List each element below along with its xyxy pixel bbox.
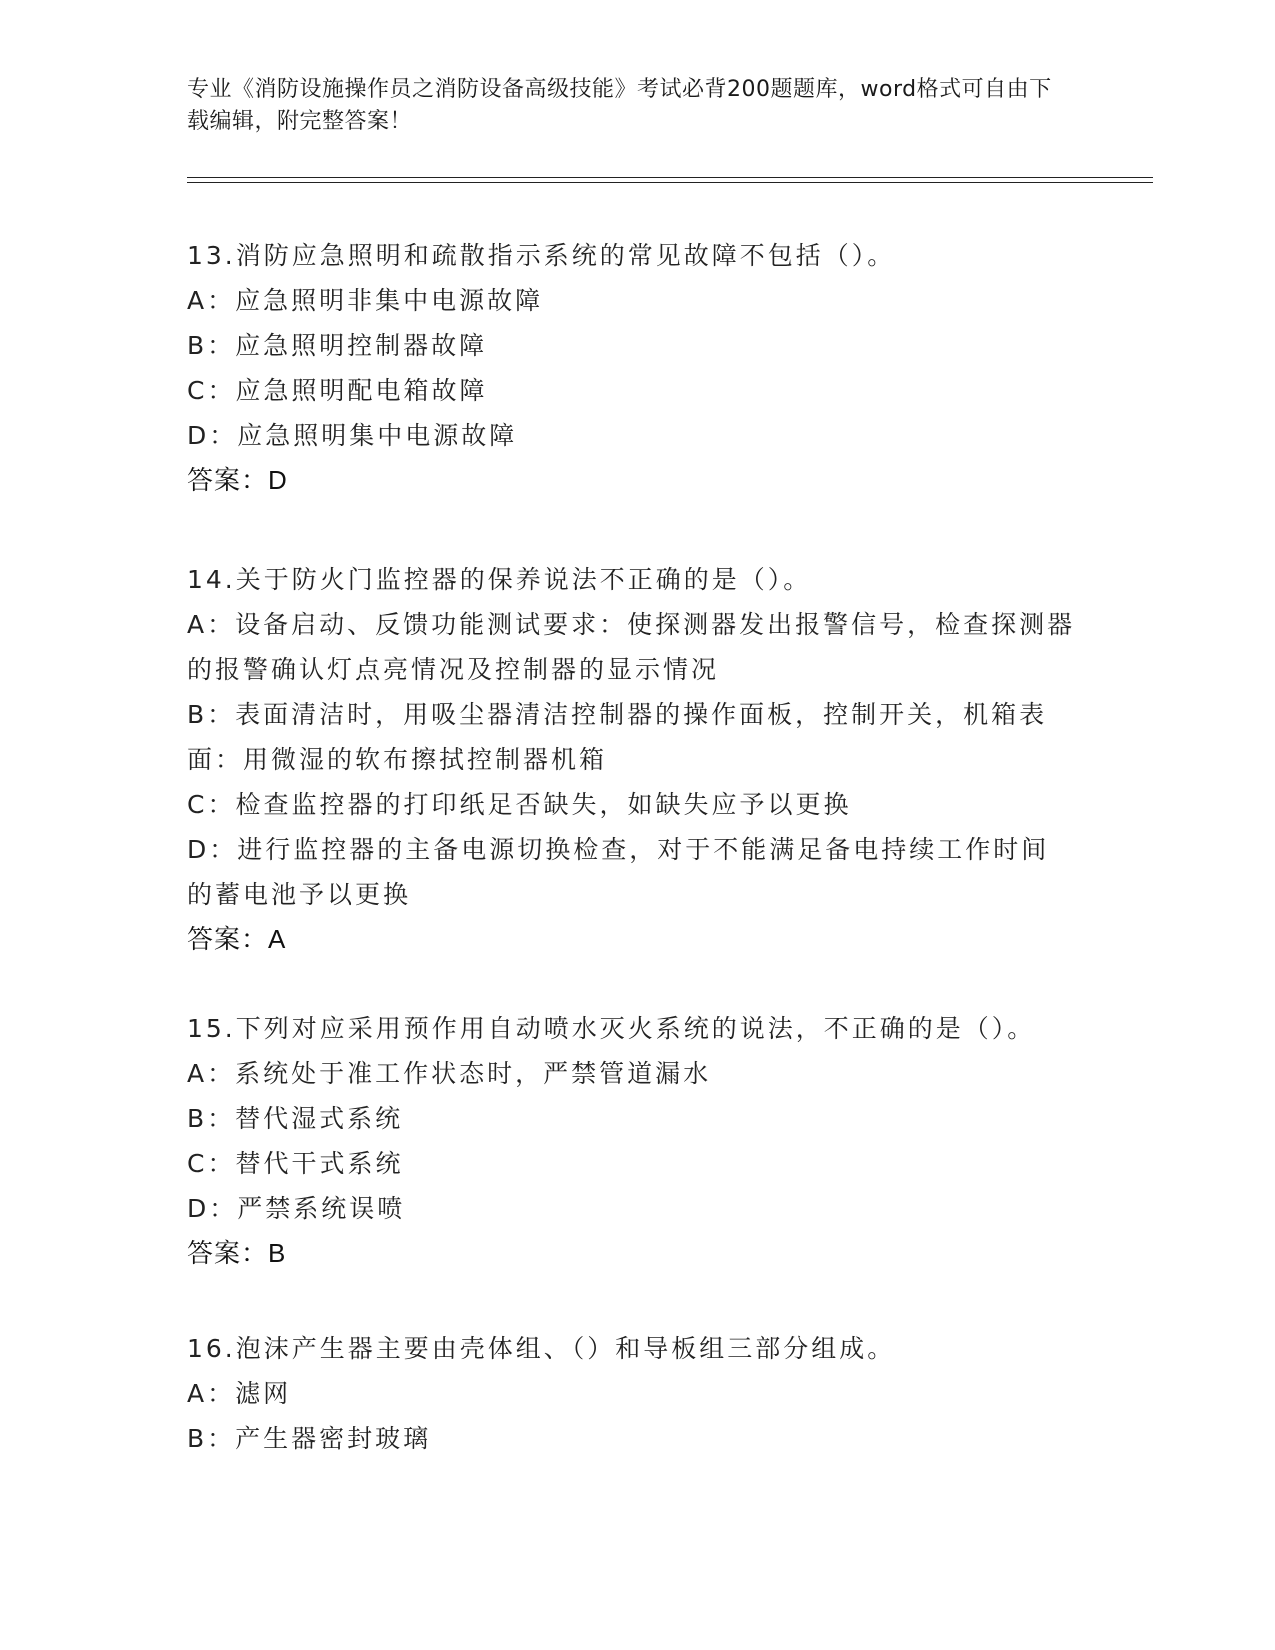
option-a: A：系统处于准工作状态时，严禁管道漏水 (187, 1059, 712, 1088)
option-d: D：严禁系统误喷 (187, 1194, 406, 1223)
question-block-15 (187, 1006, 1077, 1276)
document-header: 专业《消防设施操作员之消防设备高级技能》考试必背200题题库，word格式可自由下载编辑，附完整答案！ (187, 77, 1052, 134)
option-d: D：进行监控器的主备电源切换检查，对于不能满足备电持续工作时间的蓄电池予以更换 (187, 835, 1050, 909)
question-stem: 16.泡沫产生器主要由壳体组、（）和导板组三部分组成。 (187, 1334, 896, 1363)
option-a: A：设备启动、反馈功能测试要求：使探测器发出报警信号，检查探测器的报警确认灯点亮情况及控制器的显示情况 (187, 610, 1076, 684)
option-b: B：产生器密封玻璃 (187, 1424, 432, 1453)
option-c: C：应急照明配电箱故障 (187, 376, 488, 405)
option-a: A：应急照明非集中电源故障 (187, 286, 544, 315)
option-d: D：应急照明集中电源故障 (187, 421, 518, 450)
question-block-16 (187, 1326, 1077, 1461)
option-c: C：替代干式系统 (187, 1149, 404, 1178)
question-block-13 (187, 233, 1077, 503)
option-b: B：替代湿式系统 (187, 1104, 404, 1133)
option-b: B：表面清洁时，用吸尘器清洁控制器的操作面板，控制开关，机箱表面：用微湿的软布擦拭控制器机箱 (187, 700, 1048, 774)
question-stem: 15.下列对应采用预作用自动喷水灭火系统的说法，不正确的是（）。 (187, 1014, 1036, 1043)
question-stem: 13.消防应急照明和疏散指示系统的常见故障不包括（）。 (187, 241, 896, 270)
option-b: B：应急照明控制器故障 (187, 331, 488, 360)
question-block-14 (187, 557, 1077, 962)
question-stem: 14.关于防火门监控器的保养说法不正确的是（）。 (187, 565, 812, 594)
option-a: A：滤网 (187, 1379, 292, 1408)
answer-line: 答案：A (187, 924, 287, 954)
option-c: C：检查监控器的打印纸足否缺失，如缺失应予以更换 (187, 790, 852, 819)
answer-line: 答案：D (187, 465, 288, 495)
answer-line: 答案：B (187, 1238, 287, 1268)
header-divider-top (187, 177, 1153, 178)
header-divider-bottom (187, 182, 1153, 183)
